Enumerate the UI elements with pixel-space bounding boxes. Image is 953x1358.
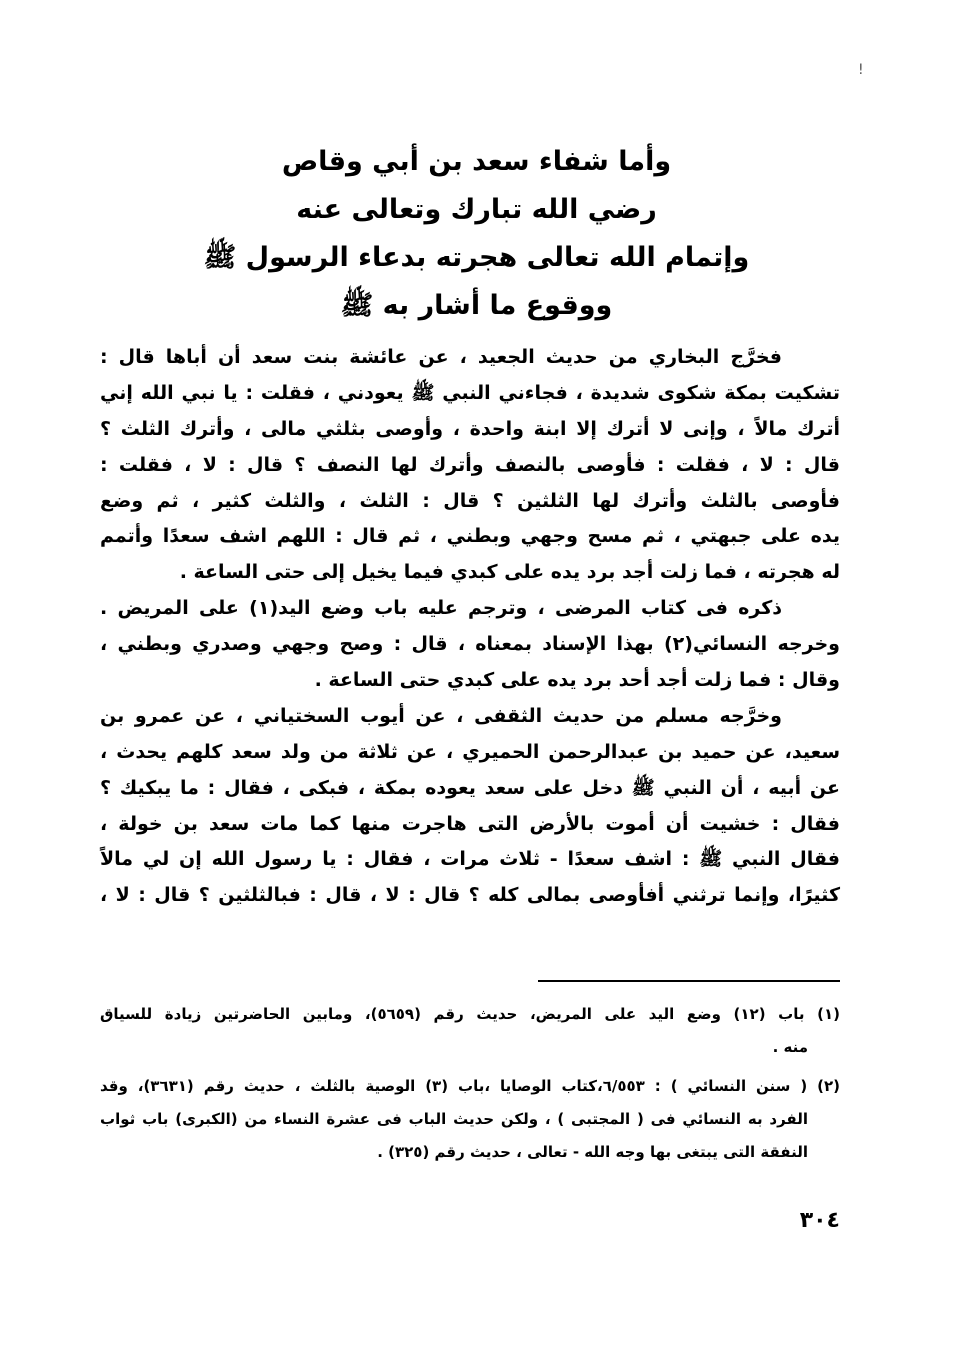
margin-mark: ! <box>858 62 864 78</box>
body-line: وخرجه النسائي(٢) بهذا الإسناد بمعناه ، قال : وصح وجهي وصدري وبطني ، <box>100 633 840 656</box>
chapter-title <box>150 138 803 330</box>
body-line: قال : لا ، فقلت : فأوصى بالنصف وأترك لها النصف ؟ قال : لا ، فقلت : <box>100 453 840 476</box>
footnote-line: منه . <box>772 1038 808 1056</box>
body-text <box>100 340 840 914</box>
title-line: وإتمام الله تعالى هجرته بدعاء الرسول ﷺ <box>203 242 750 273</box>
title-line: رضي الله تبارك وتعالى عنه <box>296 194 657 225</box>
page-number: ٣٠٤ <box>799 1208 840 1233</box>
footnotes <box>100 998 840 1169</box>
body-line: فخرَّج البخاري من حديث الجعيد ، عن عائشة بنت سعد أن أباها قال : <box>100 346 782 368</box>
body-line: وقال : فما زلت أجد أحد برد يده على كبدي حتى الساعة . <box>314 669 840 692</box>
footnote-line: (١) باب (١٢) وضع اليد على المريض، حديث رقم (٥٦٥٩)، ومابين الحاضرتين زيادة للسياق <box>100 1005 840 1023</box>
body-line: وخرَّجه مسلم من حديث الثقفى ، عن أيوب السختياني ، عن عمرو بن <box>100 704 782 727</box>
body-line: فقال : خشيت أن أموت بالأرض التى هاجرت منها كما مات سعد بن خولة ، <box>100 812 840 835</box>
body-line: فقال النبي ﷺ : اشف سعدًا - ثلاث مرات ، فقال : يا رسول الله إن لي مالاً <box>100 848 840 871</box>
body-line: سعيد، عن حميد بن عبدالرحمن الحميري ، عن ثلاثة من ولد سعد كلهم يحدث ، <box>100 740 840 763</box>
body-line: فأوصى بالثلث وأترك لها الثلثين ؟ قال : الثلث ، والثلث كثير ، ثم وضع <box>100 489 840 512</box>
footnote-1 <box>100 998 840 1064</box>
body-line: له هجرته ، فما زلت أجد برد يده على كبدي فيما يخيل إلى حتى الساعة . <box>179 561 840 584</box>
title-line: وأما شفاء سعد بن أبي وقاص <box>281 146 672 177</box>
footnote-separator <box>538 980 840 982</box>
title-line: ووقوع ما أشار به ﷺ <box>340 290 613 321</box>
footnote-line: الفرد به النسائي فى ( المجتبى ) ، ولكن حديث الباب فى عشرة النساء من (الكبرى) باب ثواب <box>100 1110 808 1128</box>
body-line: يده على جبهتي ، ثم مسح وجهي وبطني ، ثم قال : اللهم اشف سعدًا وأتمم <box>100 525 840 548</box>
body-line: عن أبيه ، أن النبي ﷺ دخل على سعد يعوده بمكة ، فبكى ، فقال : ما يبكيك ؟ <box>100 776 840 799</box>
footnote-line: النفقة التى يبتغى بها وجه الله - تعالى ، حديث رقم (٣٢٥) . <box>377 1143 808 1161</box>
body-line: تشكيت بمكة شكوى شديدة ، فجاءني النبي ﷺ يعودني ، فقلت : يا نبي الله إني <box>100 381 840 404</box>
footnote-2 <box>100 1070 840 1169</box>
body-line: كثيرًا، وإنما ترثني أفأوصى بمالى كله ؟ قال : لا ، قال : فبالثلثين ؟ قال : لا ، <box>100 884 840 907</box>
body-line: أترك مالاً ، وإنى لا أترك إلا ابنة واحدة ، وأوصى بثلثي مالى ، وأترك الثلث ؟ <box>100 417 840 440</box>
footnote-line: (٢) ( سنن النسائي ) : ٦/٥٥٣،كتاب الوصايا ،باب (٣) الوصية بالثلث ، حديث رقم (٣٦٣١)، وقد <box>100 1077 840 1095</box>
body-line: ذكره فى كتاب المرضى ، وترجم عليه باب وضع اليد(١) على المريض . <box>100 597 783 620</box>
